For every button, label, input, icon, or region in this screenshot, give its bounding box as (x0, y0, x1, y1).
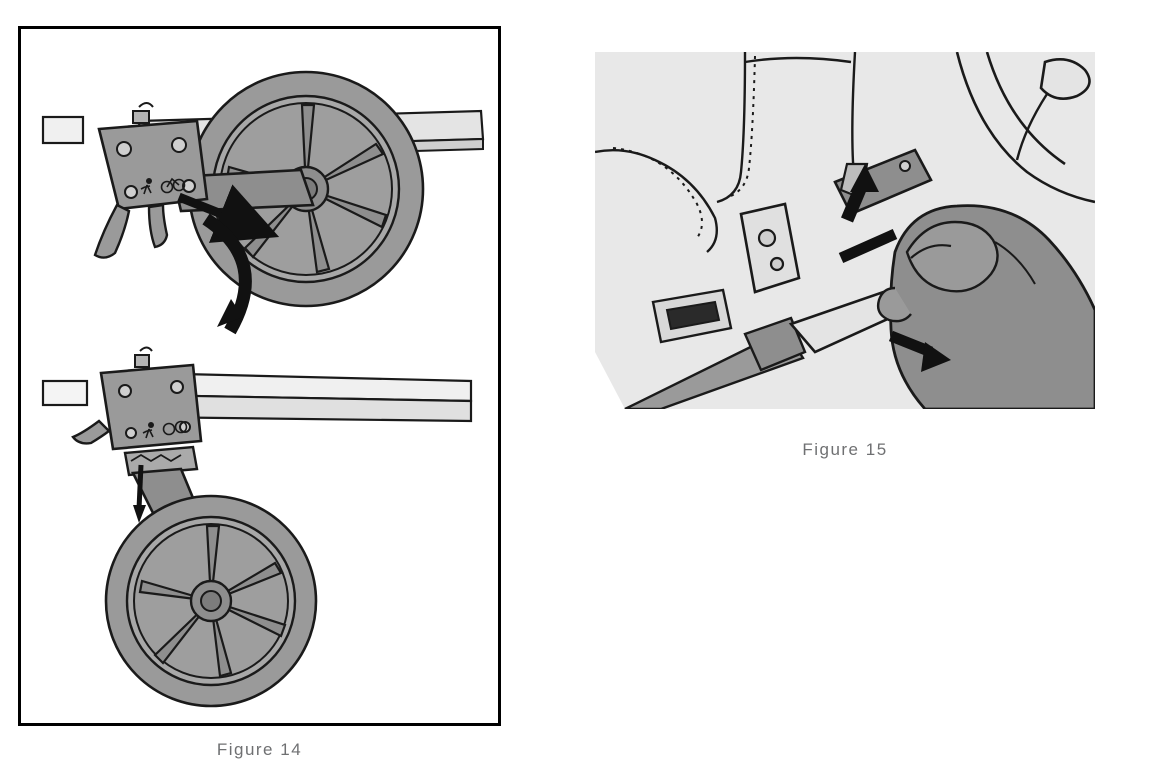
quick-release-clamp-bottom (73, 348, 201, 476)
quick-release-clamp-top (95, 103, 207, 258)
figure-14-frame (18, 26, 501, 726)
tube-end-cap-bottom (43, 381, 87, 405)
tube-end-cap-top (43, 117, 83, 143)
figure-14-top-panel (43, 72, 483, 331)
front-wheel-bottom (106, 496, 316, 706)
figure-15-caption: Figure 15 (802, 440, 888, 459)
figure-14-artwork (21, 29, 498, 723)
figure-14-bottom-panel (43, 348, 471, 707)
figure-14-caption: Figure 14 (216, 740, 303, 759)
figure-15-artwork (595, 52, 1095, 409)
